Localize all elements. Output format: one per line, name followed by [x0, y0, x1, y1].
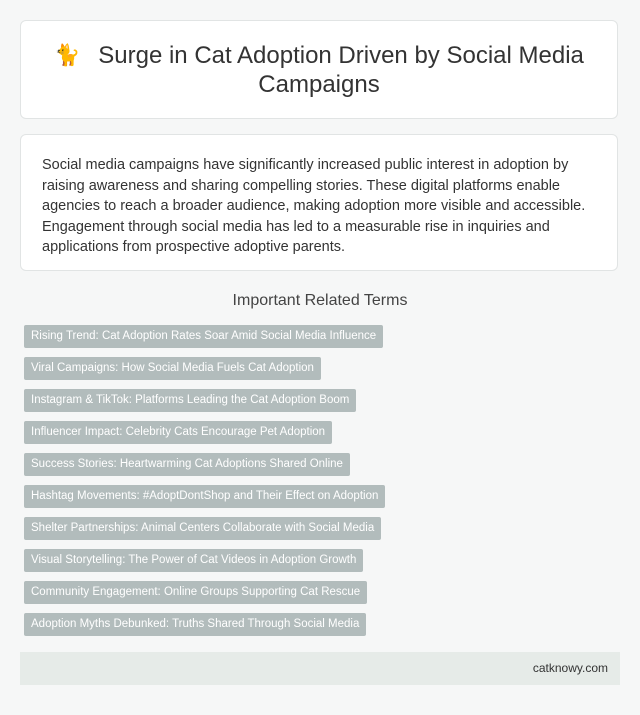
page-title [49, 41, 589, 99]
summary-card [20, 134, 618, 271]
summary-text: Social media campaigns have significantly increased public interest in adoption by raising awareness and sharing compelling stories. These digital platforms enable agencies to reach a broader audience, making adoption more visible and accessible. Engagement through social media has led to a measurable rise in inquiries and applications from prospective adoptive parents. [42, 157, 586, 255]
related-term-tag[interactable]: Viral Campaigns: How Social Media Fuels Cat Adoption [24, 357, 321, 380]
related-terms-heading: Important Related Terms [232, 292, 408, 309]
related-term-tag[interactable]: Visual Storytelling: The Power of Cat Videos in Adoption Growth [24, 549, 363, 572]
related-term-tag[interactable]: Instagram & TikTok: Platforms Leading the Cat Adoption Boom [24, 389, 356, 412]
cat-icon: 🐈 [54, 42, 81, 67]
related-term-tag[interactable]: Hashtag Movements: #AdoptDontShop and Their Effect on Adoption [24, 485, 385, 508]
related-term-tag[interactable]: Community Engagement: Online Groups Supporting Cat Rescue [24, 581, 367, 604]
related-term-tag[interactable]: Shelter Partnerships: Animal Centers Collaborate with Social Media [24, 517, 381, 540]
footer [20, 652, 620, 685]
title-card [20, 20, 618, 119]
related-term-tag[interactable]: Success Stories: Heartwarming Cat Adoptions Shared Online [24, 453, 350, 476]
related-term-tag[interactable]: Adoption Myths Debunked: Truths Shared Through Social Media [24, 613, 366, 636]
footer-site-link[interactable]: catknowy.com [532, 661, 608, 675]
related-term-tag[interactable]: Influencer Impact: Celebrity Cats Encourage Pet Adoption [24, 421, 332, 444]
related-terms-list [24, 325, 385, 645]
page-title-text: Surge in Cat Adoption Driven by Social Media Campaigns [98, 41, 584, 98]
related-term-tag[interactable]: Rising Trend: Cat Adoption Rates Soar Amid Social Media Influence [24, 325, 383, 348]
